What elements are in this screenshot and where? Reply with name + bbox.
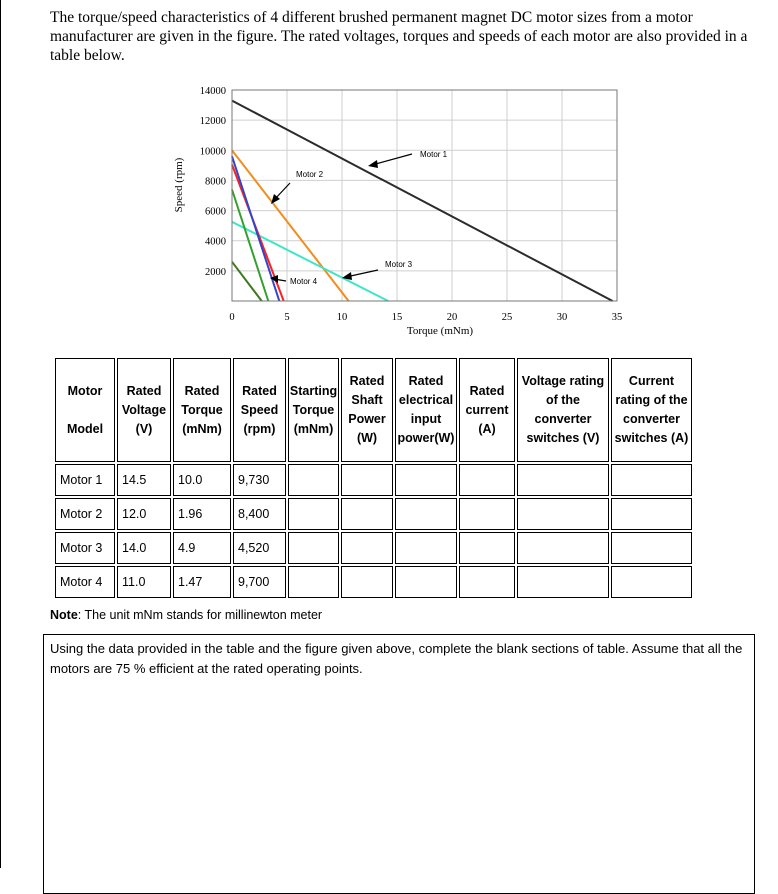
chart-x-ticks bbox=[229, 312, 622, 323]
x-tick-label-4: 20 bbox=[446, 312, 458, 323]
chart-y-ticks bbox=[200, 86, 226, 278]
question-intro: The torque/speed characteristics of 4 different brushed permanent magnet DC motor sizes from a motor manufacturer are given in the figure. The rated voltages, torques and speeds of each motor are also provided in a table below. bbox=[50, 9, 748, 64]
cell-blank-shaft-power[interactable] bbox=[341, 498, 393, 530]
cell-voltage: 11.0 bbox=[117, 566, 171, 598]
cell-blank-current-rating[interactable] bbox=[611, 532, 692, 564]
chart-annotations bbox=[270, 150, 448, 286]
unit-note bbox=[50, 608, 322, 622]
cell-blank-current-rating[interactable] bbox=[611, 464, 692, 496]
cell-blank-voltage-rating[interactable] bbox=[517, 464, 609, 496]
cell-voltage: 12.0 bbox=[117, 498, 171, 530]
y-tick-label-4: 6000 bbox=[205, 206, 226, 218]
y-tick-label-3: 8000 bbox=[205, 176, 226, 188]
header-voltage-rating-converter: Voltage rating of the converter switches (V) bbox=[517, 358, 609, 462]
header-rated-current: Rated current (A) bbox=[459, 358, 515, 462]
motor-1-arrow bbox=[372, 154, 412, 165]
y-axis-title: Speed (rpm) bbox=[173, 157, 185, 213]
motor-4-label: Motor 4 bbox=[290, 277, 318, 286]
cell-blank-voltage-rating[interactable] bbox=[517, 566, 609, 598]
cell-blank-starting-torque[interactable] bbox=[288, 464, 339, 496]
cell-torque: 1.47 bbox=[173, 566, 231, 598]
x-tick-label-7: 35 bbox=[611, 312, 623, 323]
table-row bbox=[55, 464, 692, 496]
cell-blank-current[interactable] bbox=[459, 566, 515, 598]
motor-1-label: Motor 1 bbox=[420, 150, 448, 159]
cell-blank-current[interactable] bbox=[459, 498, 515, 530]
cell-speed: 4,520 bbox=[233, 532, 286, 564]
cell-blank-starting-torque[interactable] bbox=[288, 566, 339, 598]
chart-grid bbox=[232, 90, 617, 301]
x-axis-title: Torque (mNm) bbox=[406, 325, 474, 337]
header-motor-model: Motor Model bbox=[55, 358, 115, 462]
page-left-border bbox=[0, 0, 1, 868]
y-tick-label-0: 14000 bbox=[199, 86, 226, 97]
table-row bbox=[55, 532, 692, 564]
motor-1-arrowhead bbox=[368, 160, 378, 168]
cell-model: Motor 2 bbox=[55, 498, 115, 530]
cell-model: Motor 4 bbox=[55, 566, 115, 598]
x-tick-label-2: 10 bbox=[336, 312, 348, 323]
y-tick-label-1: 12000 bbox=[199, 116, 226, 128]
motor-3-label: Motor 3 bbox=[385, 260, 413, 269]
torque-speed-chart bbox=[150, 80, 630, 350]
cell-torque: 4.9 bbox=[173, 532, 231, 564]
cell-blank-shaft-power[interactable] bbox=[341, 464, 393, 496]
note-text: : The unit mNm stands for millinewton meter bbox=[77, 608, 323, 622]
table-row bbox=[55, 498, 692, 530]
x-tick-label-5: 25 bbox=[501, 312, 513, 323]
header-rated-torque: Rated Torque (mNm) bbox=[173, 358, 231, 462]
cell-blank-input-power[interactable] bbox=[395, 464, 457, 496]
header-starting-torque: Starting Torque (mNm) bbox=[288, 358, 339, 462]
cell-voltage: 14.5 bbox=[117, 464, 171, 496]
motor-spec-table bbox=[53, 356, 694, 600]
y-tick-label-2: 10000 bbox=[199, 146, 226, 158]
motor-2-label: Motor 2 bbox=[296, 170, 324, 179]
x-tick-label-1: 5 bbox=[284, 312, 290, 323]
cell-speed: 9,730 bbox=[233, 464, 286, 496]
cell-blank-voltage-rating[interactable] bbox=[517, 532, 609, 564]
cell-blank-input-power[interactable] bbox=[395, 532, 457, 564]
cell-blank-shaft-power[interactable] bbox=[341, 566, 393, 598]
table-header-row bbox=[55, 358, 692, 462]
header-rated-shaft-power: Rated Shaft Power (W) bbox=[341, 358, 393, 462]
cell-torque: 10.0 bbox=[173, 464, 231, 496]
cell-model: Motor 1 bbox=[55, 464, 115, 496]
cell-blank-current-rating[interactable] bbox=[611, 498, 692, 530]
answer-box[interactable] bbox=[43, 634, 755, 894]
x-tick-label-6: 30 bbox=[556, 312, 568, 323]
table-row bbox=[55, 566, 692, 598]
cell-blank-shaft-power[interactable] bbox=[341, 532, 393, 564]
y-tick-label-5: 4000 bbox=[205, 236, 226, 248]
header-rated-voltage: Rated Voltage (V) bbox=[117, 358, 171, 462]
cell-blank-starting-torque[interactable] bbox=[288, 498, 339, 530]
x-tick-label-0: 0 bbox=[229, 312, 235, 323]
cell-voltage: 14.0 bbox=[117, 532, 171, 564]
chart-plot-frame bbox=[232, 90, 617, 301]
cell-blank-voltage-rating[interactable] bbox=[517, 498, 609, 530]
header-current-rating-converter: Current rating of the converter switches (A) bbox=[611, 358, 692, 462]
cell-blank-current[interactable] bbox=[459, 532, 515, 564]
cell-blank-current-rating[interactable] bbox=[611, 566, 692, 598]
header-rated-electrical-input-power: Rated electrical input power(W) bbox=[395, 358, 457, 462]
cell-blank-starting-torque[interactable] bbox=[288, 532, 339, 564]
cell-blank-input-power[interactable] bbox=[395, 498, 457, 530]
task-instructions: Using the data provided in the table and the figure given above, complete the blank sections of table. Assume that all the motors are 75 % efficient at the rated operating points. bbox=[50, 641, 743, 676]
cell-blank-input-power[interactable] bbox=[395, 566, 457, 598]
header-rated-speed: Rated Speed (rpm) bbox=[233, 358, 286, 462]
cell-speed: 9,700 bbox=[233, 566, 286, 598]
cell-torque: 1.96 bbox=[173, 498, 231, 530]
cell-blank-current[interactable] bbox=[459, 464, 515, 496]
y-tick-label-6: 2000 bbox=[205, 266, 226, 278]
x-tick-label-3: 15 bbox=[391, 312, 403, 323]
cell-model: Motor 3 bbox=[55, 532, 115, 564]
note-label: Note bbox=[50, 608, 78, 622]
cell-speed: 8,400 bbox=[233, 498, 286, 530]
